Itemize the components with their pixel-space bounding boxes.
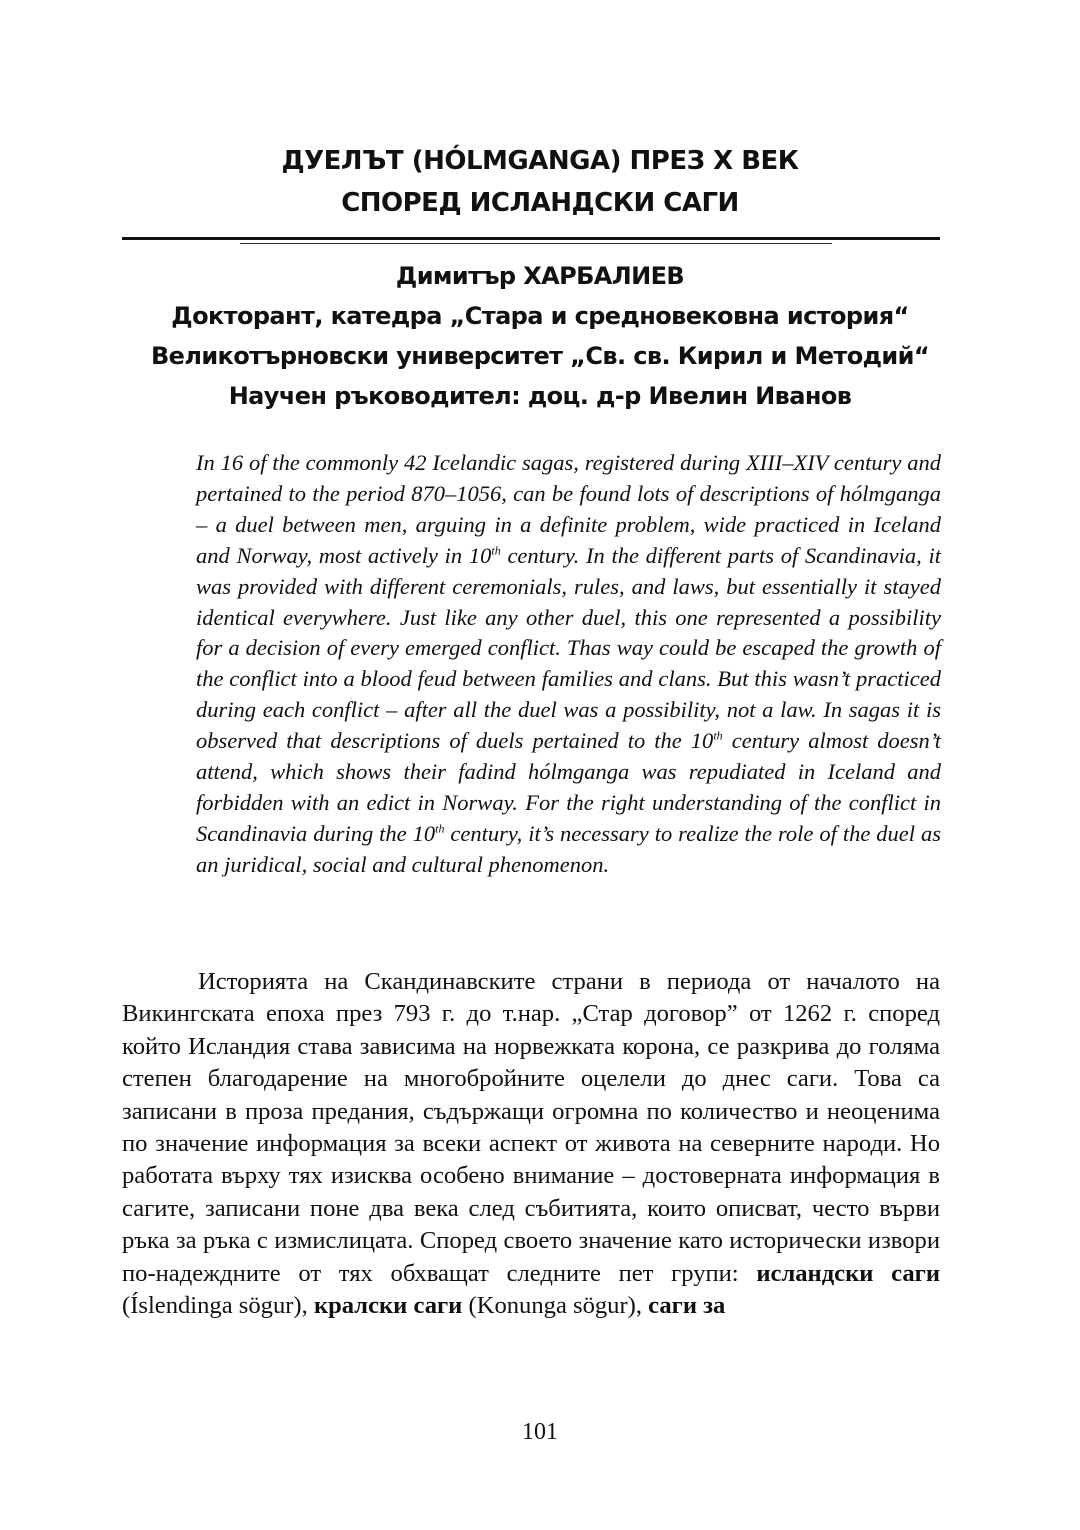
title-rule-thick xyxy=(122,237,940,240)
abstract-paragraph xyxy=(196,448,941,881)
body-text: Историята на Скандинавските страни в периода от началото на Викингската епоха през 793 г. до т.нар. „Стар договор” от 1262 г. според който Исландия става зависима на норвежката корона, се разкрива до голяма степен благодарение на многобройните оцелели до днес саги. Това са записани в проза предания, съдържащи огромна по количество и неоценима по значение информация за всеки аспект от живота на северните народи. Но работата върху тях изисква особено внимание – достоверната информация в сагите, записани поне два века след събитията, които описват, често върви ръка за ръка с измислицата. Според своето значение като исторически извори по-надеждните от тях обхващат следните пет групи: xyxy=(122,968,940,1287)
ordinal-suffix: th xyxy=(435,821,445,836)
abstract-text: In 16 of the commonly 42 Icelandic sagas, registered during XIII–XIV century and pertained to the period 870–1056, can be found lots of descriptions of hólmganga – a duel between men, arguing in a definite problem, wide practiced in Iceland and Norway, most actively in 10 xyxy=(196,450,941,568)
body-paragraph xyxy=(122,966,940,1322)
abstract-text: century. In the different parts of Scandinavia, it was provided with different ceremonials, rules, and laws, but essentially it stayed identical everywhere. Just like any other duel, this one represented a possibility for a decision of every emerged conflict. Thas way could be escaped the growth of the conflict into a blood feud between families and clans. But this wasn’t practiced during each conflict – after all the duel was a possibility, not a law. In sagas it is observed that descriptions of duels pertained to the 10 xyxy=(196,542,941,754)
article-title-line-1: ДУЕЛЪТ (HÓLMGANGA) ПРЕЗ X ВЕК xyxy=(281,146,799,176)
body-term: кралски саги xyxy=(313,1292,463,1320)
body-term: саги за xyxy=(648,1292,726,1320)
author-university: Великотърновски университет „Св. св. Кирил и Методий“ xyxy=(150,342,929,370)
author-block xyxy=(0,256,1080,416)
ordinal-suffix: th xyxy=(491,543,501,558)
ordinal-suffix: th xyxy=(713,728,723,743)
body-text: (Konunga sögur), xyxy=(462,1292,649,1320)
article-title-line-2: СПОРЕД ИСЛАНДСКИ САГИ xyxy=(341,188,739,218)
body-text: (Íslendinga sögur), xyxy=(122,1292,314,1320)
author-name: Димитър ХАРБАЛИЕВ xyxy=(395,262,685,290)
article-title xyxy=(0,140,1080,224)
author-supervisor: Научен ръководител: доц. д-р Ивелин Иванов xyxy=(228,382,852,410)
title-rule-thin xyxy=(240,243,832,244)
author-position: Докторант, катедра „Стара и средновековна история“ xyxy=(171,302,909,330)
page-number: 101 xyxy=(522,1419,558,1445)
abstract-text: century, it’s necessary to realize the role of the duel as an juridical, social and cultural phenomenon. xyxy=(196,820,941,877)
abstract-text: century almost doesn’t attend, which shows their fadind hólmganga was repudiated in Iceland and forbidden with an edict in Norway. For the right understanding of the conflict in Scandinavia during the 10 xyxy=(196,728,942,846)
body-term: исландски саги xyxy=(756,1259,940,1287)
